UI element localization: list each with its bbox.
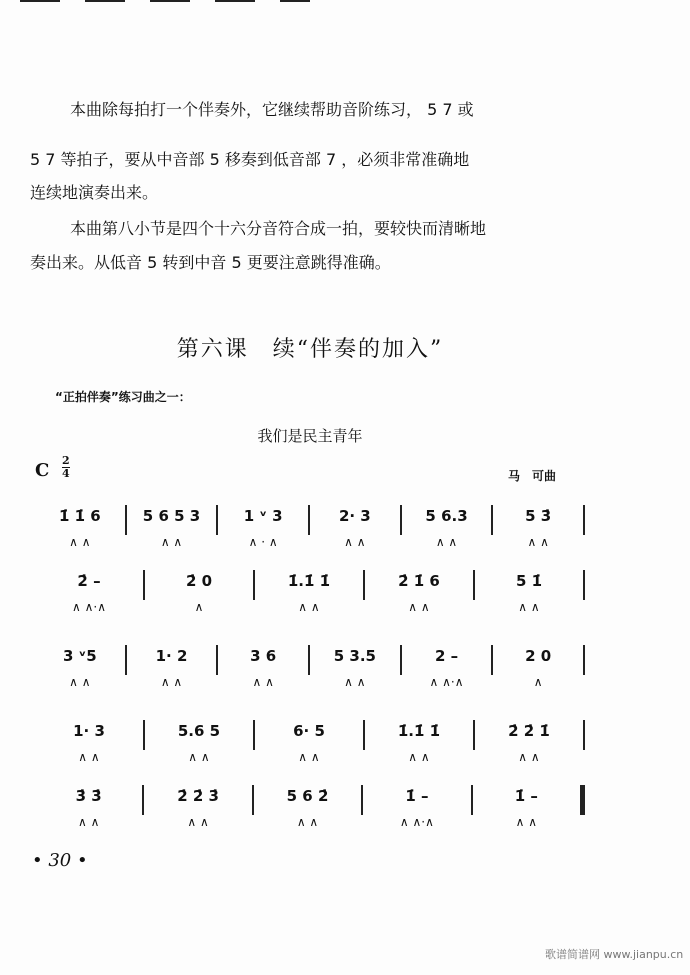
exercise-label: “正拍伴奏”练习曲之一： bbox=[55, 390, 191, 404]
measure-notes: 2̇ – bbox=[77, 572, 101, 590]
measure bbox=[35, 720, 145, 764]
key-signature: C bbox=[35, 460, 50, 481]
music-row bbox=[35, 505, 585, 549]
accompaniment-marks: ∧ ∧ bbox=[527, 535, 549, 549]
measure bbox=[144, 785, 253, 829]
accompaniment-marks: ∧ ∧ bbox=[160, 535, 183, 549]
accompaniment-marks: ∧ ∧ bbox=[78, 750, 100, 764]
measure bbox=[127, 505, 219, 549]
measure bbox=[493, 645, 585, 689]
measure-notes: 1̇ – bbox=[514, 787, 538, 805]
accompaniment-marks: ∧ ∧ bbox=[160, 675, 183, 689]
measure-notes: 2 – bbox=[434, 647, 459, 665]
measure bbox=[35, 785, 144, 829]
measure bbox=[218, 645, 310, 689]
top-rule bbox=[150, 0, 190, 2]
music-row bbox=[35, 785, 585, 829]
measure bbox=[363, 785, 472, 829]
measure bbox=[145, 720, 255, 764]
measure bbox=[255, 720, 365, 764]
measure-notes: 2̇ 2̇ 3̇ bbox=[177, 787, 219, 805]
measure-notes: 1· 2 bbox=[155, 647, 188, 665]
measure bbox=[145, 570, 255, 614]
measure-notes: 5 6.3 bbox=[425, 507, 468, 525]
measure bbox=[255, 570, 365, 614]
accompaniment-marks: ∧ ∧ bbox=[408, 750, 430, 764]
measure-notes: 5 3.5 bbox=[333, 647, 376, 665]
measure-notes: 1̇.1̇ 1̇ bbox=[397, 722, 441, 740]
accompaniment-marks: ∧ ∧ bbox=[188, 750, 210, 764]
measure bbox=[310, 645, 402, 689]
measure bbox=[310, 505, 402, 549]
time-sig-bottom: 4 bbox=[62, 467, 70, 480]
measure-notes: 2̇ 2̇ 1̇ bbox=[508, 722, 550, 740]
time-signature bbox=[62, 455, 70, 480]
measure-notes: 2· 3 bbox=[338, 507, 371, 525]
accompaniment-marks: ∧ ∧ bbox=[408, 600, 430, 614]
measure-notes: 6· 5 bbox=[293, 722, 325, 740]
accompaniment-marks: ∧ · ∧ bbox=[248, 535, 278, 549]
accompaniment-marks: ∧ ∧ bbox=[296, 815, 319, 829]
time-sig-top: 2 bbox=[62, 454, 70, 467]
paragraph-2-line-1: 本曲第八小节是四个十六分音符合成一拍，要较快而清晰地 bbox=[70, 219, 487, 238]
measure-notes: 2 0 bbox=[525, 647, 552, 665]
accompaniment-marks: ∧ ∧ bbox=[298, 750, 320, 764]
accompaniment-marks: ∧ ∧·∧ bbox=[429, 675, 464, 689]
paragraph-1-line-2: 5 7 等拍子，要从中音部 5 移奏到低音部 7 ，必须非常准确地 bbox=[30, 150, 470, 169]
accompaniment-marks: ∧ ∧ bbox=[518, 600, 540, 614]
measure bbox=[254, 785, 363, 829]
composer: 马 可曲 bbox=[508, 469, 557, 483]
measure-notes: 2̇ 1̇ 6 bbox=[398, 572, 440, 590]
music-row bbox=[35, 645, 585, 689]
accompaniment-marks: ∧ ∧ bbox=[515, 815, 538, 829]
accompaniment-marks: ∧ bbox=[194, 600, 204, 614]
accompaniment-marks: ∧ ∧ bbox=[518, 750, 540, 764]
measure-notes: 5 3̇ bbox=[525, 507, 552, 525]
measure bbox=[218, 505, 310, 549]
page-number: • 30 • bbox=[32, 850, 88, 871]
accompaniment-marks: ∧ ∧ bbox=[298, 600, 320, 614]
measure bbox=[402, 645, 494, 689]
measure-notes: 1̇.1̇ 1̇ bbox=[287, 572, 331, 590]
top-rule bbox=[215, 0, 255, 2]
measure bbox=[35, 505, 127, 549]
measure-notes: 1 ᵛ 3 bbox=[243, 507, 283, 525]
accompaniment-marks: ∧ ∧ bbox=[78, 815, 100, 829]
top-rule bbox=[85, 0, 125, 2]
measure-notes: 1̇ – bbox=[405, 787, 429, 805]
measure-notes: 5 6 2̇ bbox=[286, 787, 329, 805]
measure-notes: 3 6 bbox=[250, 647, 277, 665]
accompaniment-marks: ∧ ∧ bbox=[69, 535, 91, 549]
measure bbox=[35, 645, 127, 689]
measure bbox=[475, 570, 585, 614]
measure bbox=[365, 570, 475, 614]
paragraph-2-line-2: 奏出来。从低音 5 转到中音 5 更要注意跳得准确。 bbox=[30, 253, 391, 272]
measure-notes: 3 ᵛ5 bbox=[63, 647, 97, 665]
accompaniment-marks: ∧ ∧ bbox=[344, 535, 366, 549]
measure bbox=[35, 570, 145, 614]
music-row bbox=[35, 570, 585, 614]
measure-notes: 1̇ 1̇ 6 bbox=[58, 507, 101, 525]
accompaniment-marks: ∧ ∧ bbox=[252, 675, 274, 689]
lesson-title: 第六课 续“伴奏的加入” bbox=[176, 337, 444, 362]
accompaniment-marks: ∧ ∧ bbox=[187, 815, 209, 829]
measure bbox=[473, 785, 585, 829]
measure bbox=[402, 505, 494, 549]
paragraph-1-line-1: 本曲除每拍打一个伴奏外，它继续帮助音阶练习， 5 7 或 bbox=[70, 100, 474, 119]
measure-notes: 5 1̇ bbox=[515, 572, 543, 590]
accompaniment-marks: ∧ bbox=[533, 675, 543, 689]
measure bbox=[475, 720, 585, 764]
accompaniment-marks: ∧ ∧·∧ bbox=[72, 600, 106, 614]
music-row bbox=[35, 720, 585, 764]
measure bbox=[127, 645, 219, 689]
top-rule bbox=[20, 0, 60, 2]
top-rule bbox=[280, 0, 310, 2]
song-title: 我们是民主青年 bbox=[257, 427, 363, 445]
paragraph-1-line-3: 连续地演奏出来。 bbox=[30, 183, 159, 202]
measure bbox=[493, 505, 585, 549]
measure-notes: 5.6 5 bbox=[177, 722, 221, 740]
accompaniment-marks: ∧ ∧ bbox=[69, 675, 91, 689]
measure-notes: 3̇ 3̇ bbox=[75, 787, 102, 805]
measure-notes: 2̇ 0 bbox=[185, 572, 213, 590]
watermark: 歌谱简谱网 www.jianpu.cn bbox=[545, 948, 684, 961]
accompaniment-marks: ∧ ∧·∧ bbox=[399, 815, 434, 829]
measure bbox=[365, 720, 475, 764]
measure-notes: 5 6 5 3 bbox=[142, 507, 201, 525]
accompaniment-marks: ∧ ∧ bbox=[435, 535, 458, 549]
measure-notes: 1· 3 bbox=[73, 722, 105, 740]
accompaniment-marks: ∧ ∧ bbox=[344, 675, 366, 689]
